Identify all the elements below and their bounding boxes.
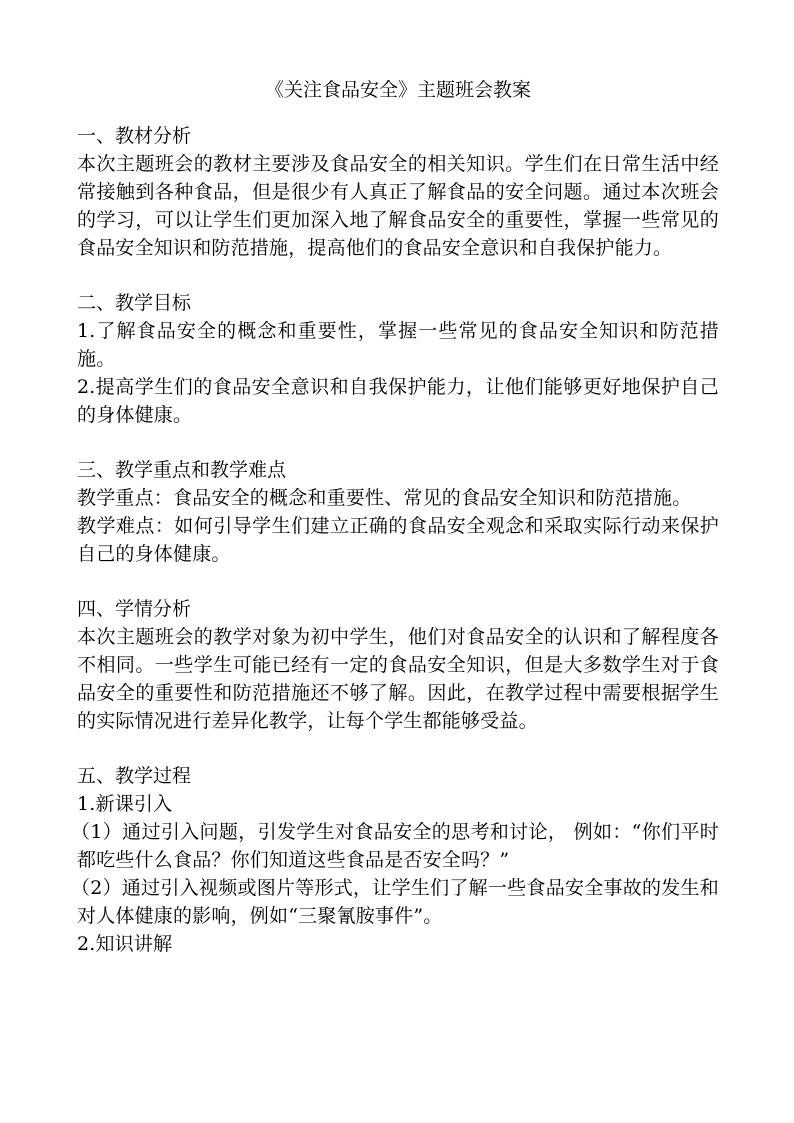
section-heading: 三、教学重点和教学难点 — [77, 459, 287, 481]
section-heading: 四、学情分析 — [77, 598, 192, 620]
paragraph: （1）通过引入问题，引发学生对食品安全的思考和讨论， 例如：“你们平时都吃些什么食品？你们知道这些食品是否安全吗？” — [71, 821, 719, 871]
paragraph: 1.了解食品安全的概念和重要性，掌握一些常见的食品安全知识和防范措施。 — [77, 320, 719, 370]
section-key-and-difficult-points — [77, 456, 719, 568]
section-student-analysis — [77, 595, 719, 735]
paragraph: 教学难点：如何引导学生们建立正确的食品安全观念和采取实际行动来保护自己的身体健康。 — [77, 515, 719, 565]
section-heading: 一、教材分析 — [77, 125, 192, 147]
section-textbook-analysis — [77, 122, 719, 262]
document-page — [71, 76, 719, 985]
paragraph: （2）通过引入视频或图片等形式，让学生们了解一些食品安全事故的发生和对人体健康的影响，例如“三聚氰胺事件”。 — [71, 877, 719, 927]
paragraph: 2.提高学生们的食品安全意识和自我保护能力，让他们能够更好地保护自己的身体健康。 — [77, 376, 719, 426]
section-teaching-goals — [77, 289, 719, 429]
paragraph: 2.知识讲解 — [77, 933, 173, 955]
section-heading: 五、教学过程 — [77, 765, 192, 787]
document-title: 《关注食品安全》主题班会教案 — [264, 79, 531, 101]
paragraph: 本次主题班会的教学对象为初中学生，他们对食品安全的认识和了解程度各不相同。一些学生可能已经有一定的食品安全知识，但是大多数学生对于食品安全的重要性和防范措施还不够了解。因此，在教学过程中需要根据学生的实际情况进行差异化教学，让每个学生都能够受益。 — [77, 626, 719, 732]
paragraph: 1.新课引入 — [77, 793, 173, 815]
paragraph: 教学重点：食品安全的概念和重要性、常见的食品安全知识和防范措施。 — [77, 487, 692, 509]
paragraph: 本次主题班会的教材主要涉及食品安全的相关知识。学生们在日常生活中经常接触到各种食品，但是很少有人真正了解食品的安全问题。通过本次班会的学习，可以让学生们更加深入地了解食品安全的重要性，掌握一些常见的食品安全知识和防范措施，提高他们的食品安全意识和自我保护能力。 — [77, 153, 719, 259]
section-heading: 二、教学目标 — [77, 292, 192, 314]
section-teaching-process — [71, 762, 719, 958]
